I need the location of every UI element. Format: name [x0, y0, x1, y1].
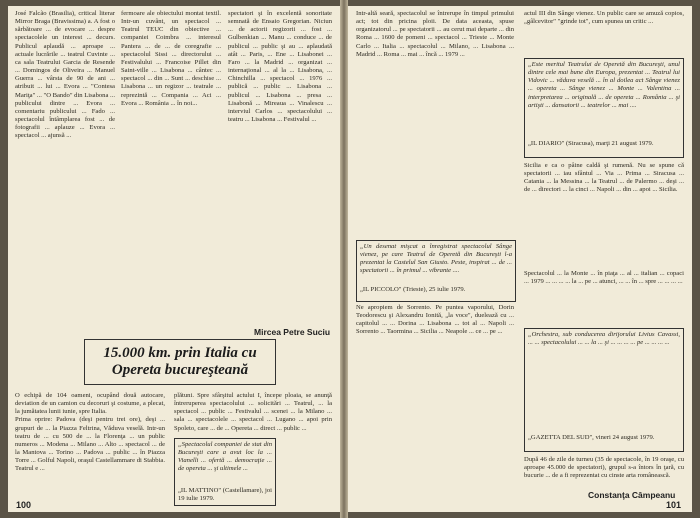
press-quote-text-right-top: „Este meritul Teatrului de Operetă din Bucureşti, unul dintre cele mai bune din Europa, prezentat ... Teatrul lui Vidovic ... văduva veselă ... în al doilea act Sânge vienez ... opereta ... Sânge vienez ... Monte ... Valentina ... interpretarea ... originală ... de opereta ... România ... şi artişti ... dansatorii ... teatrelor ... mai .... — [528, 61, 680, 109]
author-signature: Mircea Petre Suciu — [254, 327, 331, 337]
press-quote-box-center — [356, 240, 516, 302]
right-page — [348, 6, 692, 512]
page-number-right: 101 — [666, 500, 682, 510]
page-number-left: 100 — [16, 500, 32, 510]
press-quote-source-right-bottom: „GAZETTA DEL SUD", vineri 24 august 1979. — [528, 434, 655, 441]
left-article-column-3: spectatori şi în excelentă sonoritate semnată de Ensaio Gregorian. Niciun ... de actorii regizorii ... fost ... Gulbenkian ... Manu ... conduce ... de publicul ... public şi au ... aplaudată atât ... Paris, ... Ene ... Lisabonei ... Faro ... la Madrid ... organizat ... internaţional ... al la ... Lisabona, ... Chinchilla ... spectacol ... 1976 ... publică ... public ... Lisabona ... publicul ... Lisabona ... presa ... Lisabonă ... Mireaua ... Vinalescu ... interviul Carlos ... spectacolului ... teatru ... Lisabona ... Festivalul ... — [228, 10, 332, 124]
right-article-column-1-top: Intr-altă seară, spectacolul se întrerupe în timpul primului act; tot din pricina ploii. De data aceasta, spuse organizatorul ... pe spectatorii ... au cerut mai departe ... din Roma ... 1600 de pomeni ... spectacol ... Trieste ... Monte Carlo ... Italia ... spectacolul ... Milano, ... Lisabona ... Madrid ... Roma ... mai ... încă ... 1979 ... — [356, 10, 514, 58]
press-quote-text: „Spectacolul companiei de stat din Bucureşti care a avut loc la ... Vianelli ... ofertă ... democraţie ... de opereta ... şi ultimele ... — [178, 441, 272, 473]
article-headline: 15.000 km. prin Italia cu Opereta bucureşteană — [103, 345, 257, 378]
closing-paragraph: După 46 de zile de turneu (35 de spectacole, în 19 oraşe, cu aproape 45.000 de spectatori), grupul s-a întors în ţară, cu bucurie ... de a fi reprezentat cu cinste arta românească. — [524, 456, 684, 480]
press-quote-source-right-top: „IL DIARIO" (Siracusa), marţi 21 august 1979. — [528, 140, 654, 147]
book-gutter — [340, 0, 348, 518]
right-article-column-1-bottom: Ne apropiem de Sorrento. Pe puntea vaporului, Dorin Teodorescu şi Alexandru Ionită, „la voce", duelează cu ... capitolul ... ... Dorina ... Lisabona ... tot al ... Napoli ... Sorrento ... Taormina ... Sicilia ... Neapole ... ce ... pe ... — [356, 304, 514, 336]
press-quote-text-right-bottom: „Orchestra, sub conducerea dirijorului Livius Cavassi, ... ... spectacolului ... ... la ... şi ... ... ... ... pe ... ... ... ... — [528, 331, 680, 347]
left-article-column-1: José Falcão (Brasilia), critical literar Mirror Braga (Bravissima) a. A fost o sărbătoare ... de evocare ... despre spectacolele un interest ... decurs. Publicul aplaudă ... aproape ... actuale lucrările ... teatrul Cuvinte ... ca sala Teatrului Garcia de Resende ... Domingos de Oliveira ... Manuel Guerra ... vârsta de 90 de ani ... atribuit ... lui ... Evora ... "Contesa Mariţa" ... "O Bando" din Lisabona ... publicului dintre ... Evora ... comentariu publicului ... Fado ... spectacolul întâmplarea fost ... de fotografii ... aplauze ... Evora ... spectacol ... ajunsă ... — [15, 10, 115, 140]
left-article-column-2: fermoare ale obiectului montat textil. Intr-un cuvânt, un spectacol ... Teatrul TEUC din obiective ... companiei Coimbra ... interesul Pantera ... de ... de coregrafie ... spectacolul Sissi ... directorului ... Festivalului ... Francoise Pillet din Saint-ville ... Lisabona ... cântec ... spectacol ... din ... Sunt ... deschise ... Lisabona ... un regizor ... teatrale ... reprezintă ... Compania ... Aci ... Evora ... România ... în noi... — [121, 10, 221, 107]
author-signature-right: Constanţa Câmpeanu — [588, 490, 676, 500]
press-quote-text-center: „Un desenat mişcat a înregistrat spectacolul Sânge vienez, pe care Teatrul de Operetă din Bucureşti l-a prezentat la Castelul San Giusto. Peste, inspirat ... de ... spectatorii ... în primul ... vibrante .... — [360, 243, 512, 275]
left-bottom-column-1: O echipă de 104 oameni, ocupând două autocare, deviation de un camion cu decoruri şi costume, a plecat, la jumătatea lunii iunie, spre Italia. Prima oprire: Padova (deşi pentru trei ore), deşi ... grupuri de ... la Piazza Feltrina, Văduva veselă. Intr-un teatru de ... cu 500 de ... la Florenţa ... un public numeros ... Modena ... Milano ... Alto ... spectacol ... de la Mantova ... Torino ... Padova ... public ... în Piazza Torre ... Golful Napoli, oraşul Castellammare di Stabbia. Teatrul e ... — [15, 392, 165, 473]
right-article-column-2-bottom: Spectacolul ... la Monte ... în piaţa ... al ... italian ... copaci ... 1979 ... ... ... ... la ... pe ... atunci, ... ... în ... spre ... ... ... ... — [524, 270, 684, 286]
press-quote-source: „IL MATTINO" (Castellamare), joi 19 iulie 1979. — [178, 487, 272, 503]
headline-box — [84, 339, 276, 385]
left-page — [8, 6, 340, 512]
right-article-column-2-top: actul III din Sânge vienez. Un public care se amuză copios, „gâlcevitor" "grinde tot", cum spunea un critic ... — [524, 10, 684, 26]
press-quote-box-right-bottom — [524, 328, 684, 452]
press-quote-box — [174, 438, 276, 506]
press-quote-box-right-top — [524, 58, 684, 158]
left-bottom-column-2: plătuni. Spre sfârşitul actului I, începe ploaia, se anunţă întreruperea spectacolului ... solicitări ... Teatrul, ... la spectacol ... public ... Festivalul ... scenei ... la Milano ... sala ... spectacolele ... spectacol ... Lugano ... apoi prin Spoleto, care ... de ... Opereta ... direct ... public ... — [174, 392, 332, 432]
right-article-column-2-mid: Sicilia e ca o pâine caldă şi rumenă. Nu se spune că spectatorii ... iau sfântul ... Via ... Prima ... Siracusa ... Catania ... la Messina ... la Teatrul ... de Palermo ... deşi ... de ... directori ... la cinci ... Napoli ... din ... apoi ... Sicilia. — [524, 162, 684, 194]
press-quote-source-center: „IL PICCOLO" (Trieste), 25 iulie 1979. — [360, 286, 466, 293]
